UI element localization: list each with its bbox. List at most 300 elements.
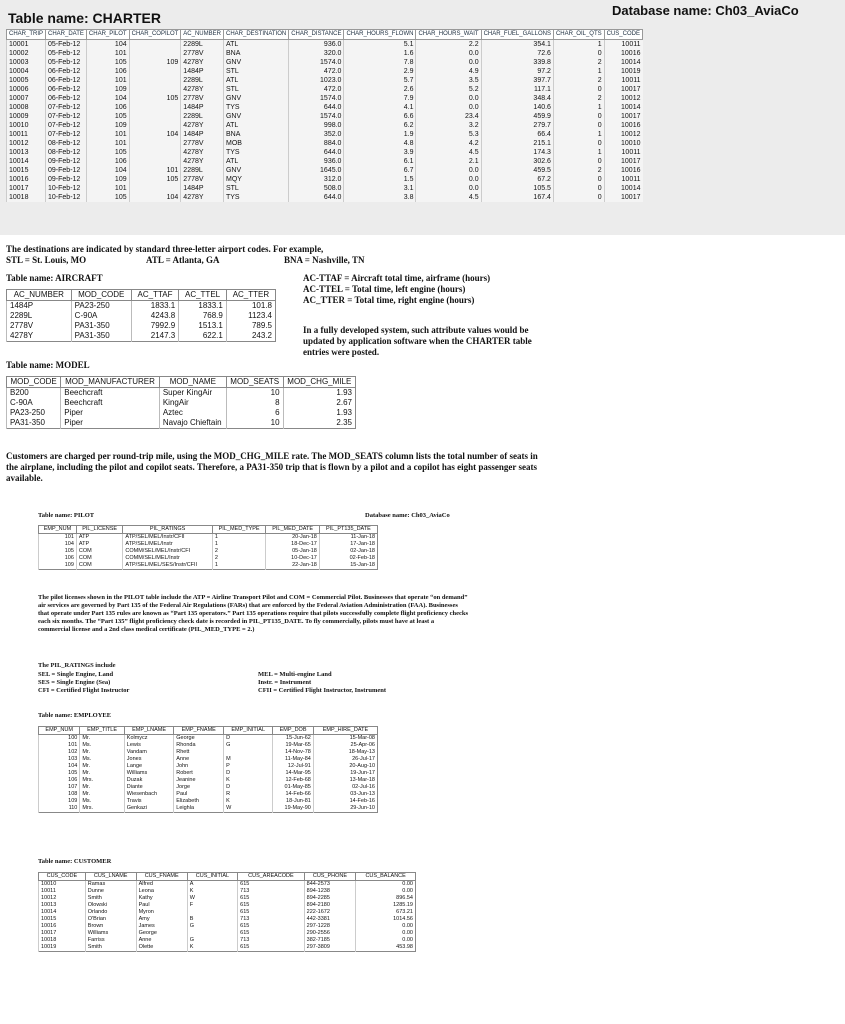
table-row [7, 311, 276, 321]
table-cell: Mr. [80, 763, 124, 770]
table-cell: 615 [238, 881, 304, 889]
table-cell: 2289L [181, 166, 224, 175]
table-cell: 10003 [7, 58, 46, 67]
table-cell: Mr. [80, 770, 124, 777]
table-cell: 26-Jul-17 [313, 756, 377, 763]
table-cell: 1 [553, 67, 604, 76]
table-row [39, 735, 378, 743]
table-cell: 101 [39, 534, 77, 542]
col-header: EMP_NUM [39, 526, 77, 534]
table-cell: 107 [39, 784, 80, 791]
table-cell: Jeanine [174, 777, 224, 784]
table-cell: 1.5 [344, 175, 416, 184]
table-cell: ATL [223, 121, 288, 130]
table-cell: Super KingAir [159, 388, 226, 399]
table-cell: Ms. [80, 798, 124, 805]
table-cell: 5.1 [344, 40, 416, 50]
table-cell: 08-Feb-12 [46, 148, 87, 157]
table-row [39, 805, 378, 813]
table-cell: 10018 [7, 193, 46, 202]
col-header: CHAR_OIL_QTS [553, 30, 604, 40]
col-header: CHAR_DESTINATION [223, 30, 288, 40]
table-cell: 106 [39, 777, 80, 784]
table-cell: 1833.1 [179, 301, 227, 312]
table-cell: 1574.0 [289, 94, 344, 103]
table-cell: 0.0 [416, 49, 481, 58]
table-cell: 2.9 [344, 67, 416, 76]
table-cell: 109 [129, 58, 181, 67]
table-cell [129, 40, 181, 50]
table-cell: 02-Feb-18 [319, 555, 377, 562]
table-cell: 10017 [7, 184, 46, 193]
table-cell: 382-7185 [304, 937, 356, 944]
col-header: PIL_PT135_DATE [319, 526, 377, 534]
table-cell: 10014 [604, 184, 642, 193]
table-cell: 1 [212, 541, 266, 548]
col-header: AC_TTAF [131, 290, 178, 301]
col-header: CUS_CODE [39, 873, 86, 881]
table-cell: 4278Y [181, 157, 224, 166]
table-cell: 10-Feb-12 [46, 184, 87, 193]
table-row [7, 175, 643, 184]
table-cell: 1645.0 [289, 166, 344, 175]
table-row [39, 937, 416, 944]
table-cell: 10010 [7, 121, 46, 130]
model-note: Customers are charged per round-trip mile, using the MOD_CHG_MILE rate. The MOD_SEATS column lists the total number of seats in the airplane, including the pilot and copilot seats. Therefore, a PA31-350 trip that is flown by a pilot and a copilot has eight passenger seats available. [6, 451, 538, 483]
table-cell: 0 [553, 184, 604, 193]
table-cell: 10017 [604, 193, 642, 202]
table-cell: 105 [129, 175, 181, 184]
pilot-table [38, 525, 378, 570]
table-cell: 1.9 [344, 130, 416, 139]
table-cell: COM [76, 562, 122, 570]
table-cell: 10012 [39, 895, 86, 902]
table-cell: 167.4 [481, 193, 553, 202]
rating-cfi: CFI = Certified Flight Instructor [38, 687, 130, 694]
employee-title: Table name: EMPLOYEE [38, 712, 112, 719]
table-cell: BNA [223, 49, 288, 58]
aircraft-table [6, 289, 276, 342]
table-cell: 6.2 [344, 121, 416, 130]
table-cell [129, 121, 181, 130]
table-row [39, 784, 378, 791]
table-cell: PA31-350 [7, 418, 61, 429]
table-cell [129, 112, 181, 121]
table-cell: Lewis [124, 742, 174, 749]
table-cell: 4278Y [181, 85, 224, 94]
table-cell: 1023.0 [289, 76, 344, 85]
table-cell: 7992.9 [131, 321, 178, 331]
table-cell: Vandam [124, 749, 174, 756]
table-cell: Beechcraft [61, 398, 160, 408]
table-cell: 14-Feb-66 [273, 791, 314, 798]
table-cell: 0 [553, 112, 604, 121]
table-cell: 615 [238, 902, 304, 909]
table-cell: 1574.0 [289, 112, 344, 121]
table-row [39, 791, 378, 798]
table-cell: Robert [174, 770, 224, 777]
table-cell: TYS [223, 193, 288, 202]
table-cell: 7.9 [344, 94, 416, 103]
rating-ses: SES = Single Engine (Sea) [38, 679, 111, 686]
table-cell: 10011 [7, 130, 46, 139]
table-cell: Mrs. [80, 805, 124, 813]
table-cell: 4278Y [181, 58, 224, 67]
col-header: MOD_CHG_MILE [283, 377, 355, 388]
col-header: EMP_LNAME [124, 727, 174, 735]
table-cell: 10017 [604, 112, 642, 121]
table-cell: MOB [223, 139, 288, 148]
table-cell: 10013 [7, 148, 46, 157]
table-cell [129, 139, 181, 148]
table-cell: 4.9 [416, 67, 481, 76]
table-cell: 07-Feb-12 [46, 130, 87, 139]
pilot-db-title: Database name: Ch03_AviaCo [365, 512, 450, 519]
table-cell: 644.0 [289, 148, 344, 157]
table-cell: 67.2 [481, 175, 553, 184]
table-cell: 15-Mar-08 [313, 735, 377, 743]
table-cell: ATP/SEL/MEL/SES/Instr/CFII [123, 562, 212, 570]
table-cell: 10014 [604, 58, 642, 67]
table-cell: 10001 [7, 40, 46, 50]
table-cell: 998.0 [289, 121, 344, 130]
col-header: MOD_CODE [71, 290, 131, 301]
col-header: PIL_MED_TYPE [212, 526, 266, 534]
table-cell: 297-3809 [304, 944, 356, 952]
table-row [7, 301, 276, 312]
table-cell: Farriss [85, 937, 136, 944]
table-cell [129, 67, 181, 76]
table-row [39, 555, 378, 562]
table-cell: 10017 [604, 85, 642, 94]
table-cell: 4.5 [416, 193, 481, 202]
table-cell: 615 [238, 923, 304, 930]
table-cell: 01-May-85 [273, 784, 314, 791]
note-ttaf: AC-TTAF = Aircraft total time, airframe (hours) [303, 273, 491, 283]
table-cell: ATP [76, 534, 122, 542]
table-cell: Rhett [174, 749, 224, 756]
table-cell: Beechcraft [61, 388, 160, 399]
table-cell: 1833.1 [131, 301, 178, 312]
table-cell: Smith [85, 895, 136, 902]
rating-sel: SEL = Single Engine, Land [38, 671, 114, 678]
table-cell: 06-Feb-12 [46, 94, 87, 103]
table-cell: 453.98 [356, 944, 416, 952]
table-cell: 0 [553, 85, 604, 94]
table-row [7, 331, 276, 342]
table-cell: Rhonda [174, 742, 224, 749]
aircraft-notes [303, 273, 543, 306]
table-cell: 15-Jun-62 [273, 735, 314, 743]
destination-bna: BNA = Nashville, TN [284, 255, 365, 265]
table-cell: BNA [223, 130, 288, 139]
table-cell: C-90A [7, 398, 61, 408]
table-cell: 106 [86, 103, 129, 112]
table-cell: 10002 [7, 49, 46, 58]
table-cell: 10015 [39, 916, 86, 923]
table-cell: PA31-350 [71, 321, 131, 331]
table-cell: 789.5 [226, 321, 275, 331]
table-cell: M [224, 756, 273, 763]
table-cell: 4278Y [7, 331, 72, 342]
table-cell: George [136, 930, 187, 937]
table-cell: 10019 [604, 67, 642, 76]
table-cell: Genkazi [124, 805, 174, 813]
table-cell [224, 749, 273, 756]
col-header: EMP_HIRE_DATE [313, 727, 377, 735]
table-cell: 05-Feb-12 [46, 58, 87, 67]
table-cell: 13-Mar-18 [313, 777, 377, 784]
table-row [39, 777, 378, 784]
table-cell: F [187, 902, 237, 909]
table-cell: 1484P [7, 301, 72, 312]
table-cell: 02-Jul-16 [313, 784, 377, 791]
table-cell: 459.9 [481, 112, 553, 121]
table-cell: 03-Jun-13 [313, 791, 377, 798]
table-cell: 09-Feb-12 [46, 166, 87, 175]
pilot-title: Table name: PILOT [38, 512, 95, 519]
table-cell: 5.2 [416, 85, 481, 94]
table-row [39, 742, 378, 749]
table-cell: 6.7 [344, 166, 416, 175]
table-cell: 3.1 [344, 184, 416, 193]
table-cell: 102 [39, 749, 80, 756]
table-cell: Ramas [85, 881, 136, 889]
table-row [7, 85, 643, 94]
table-cell: 14-Mar-95 [273, 770, 314, 777]
table-cell: 10005 [7, 76, 46, 85]
table-cell: 222-1672 [304, 909, 356, 916]
table-cell: Navajo Chieftain [159, 418, 226, 429]
table-cell: 0 [553, 121, 604, 130]
table-cell: 1513.1 [179, 321, 227, 331]
table-cell: 615 [238, 895, 304, 902]
table-cell: 108 [39, 791, 80, 798]
table-cell: GNV [223, 58, 288, 67]
table-cell: 894-1238 [304, 888, 356, 895]
table-cell: 105 [39, 548, 77, 555]
table-cell: 10006 [7, 85, 46, 94]
table-row [7, 166, 643, 175]
table-cell: 100 [39, 735, 80, 743]
pilot-note: The pilot licenses shown in the PILOT table include the ATP = Airline Transport Pilot and COM = Commercial Pilot. Businesses that operate “on demand” air services are governed by Part 135 of the Federal Air Regulations (FARs) that are enforced by the Federal Aviation Administration (FAA). Businesses that operate under Part 135 rules are known as “Part 135 operators.” Part 135 operations require that pilots successfully complete flight proficiency checks each six months. The “Part 135” flight proficiency check date is recorded in PIL_PT135_DATE. To fly commercially, pilots must have at least a commercial license and a 2nd class medical certificate (PIL_MED_TYPE = 2.) [38, 594, 468, 633]
table-cell: 354.1 [481, 40, 553, 50]
table-cell: 109 [39, 562, 77, 570]
charter-table [6, 29, 643, 202]
table-cell [129, 184, 181, 193]
table-cell: 8 [226, 398, 283, 408]
table-cell [129, 76, 181, 85]
table-cell: GNV [223, 166, 288, 175]
table-cell: 06-Feb-12 [46, 76, 87, 85]
table-cell: 1 [553, 130, 604, 139]
table-cell: 109 [86, 121, 129, 130]
table-cell: 12-Jul-91 [273, 763, 314, 770]
table-cell: 05-Feb-12 [46, 49, 87, 58]
table-cell [129, 49, 181, 58]
table-cell: 302.6 [481, 157, 553, 166]
table-cell: D [224, 735, 273, 743]
table-cell: W [224, 805, 273, 813]
table-cell: 103 [39, 756, 80, 763]
table-cell: 09-Feb-12 [46, 157, 87, 166]
table-row [39, 798, 378, 805]
table-row [7, 121, 643, 130]
table-cell: 3.5 [416, 76, 481, 85]
table-cell: 105 [129, 94, 181, 103]
table-cell: 25-Apr-06 [313, 742, 377, 749]
table-cell: 10012 [7, 139, 46, 148]
table-cell: P [224, 763, 273, 770]
col-header: CUS_CODE [604, 30, 642, 40]
table-cell: 215.1 [481, 139, 553, 148]
table-cell: 104 [86, 40, 129, 50]
table-cell: 5.7 [344, 76, 416, 85]
table-cell: 10009 [7, 112, 46, 121]
col-header: AC_TTEL [179, 290, 227, 301]
table-cell: K [224, 798, 273, 805]
table-cell: 106 [39, 555, 77, 562]
table-cell: 0 [553, 157, 604, 166]
table-cell: 1484P [181, 130, 224, 139]
table-cell: Anne [174, 756, 224, 763]
table-cell: G [224, 742, 273, 749]
table-cell: 106 [86, 157, 129, 166]
table-cell: 29-Jun-10 [313, 805, 377, 813]
table-row [7, 321, 276, 331]
table-cell: 4.8 [344, 139, 416, 148]
col-header: AC_NUMBER [7, 290, 72, 301]
destination-line-1: The destinations are indicated by standard three-letter airport codes. For example, [6, 244, 324, 254]
table-cell: 104 [39, 763, 80, 770]
table-cell: 0 [553, 49, 604, 58]
table-cell: 10 [226, 418, 283, 429]
table-cell: Mr. [80, 784, 124, 791]
table-cell: 1014.56 [356, 916, 416, 923]
col-header: CUS_BALANCE [356, 873, 416, 881]
table-cell: KingAir [159, 398, 226, 408]
table-cell [129, 157, 181, 166]
table-cell: 07-Feb-12 [46, 112, 87, 121]
table-cell: 1 [553, 103, 604, 112]
table-cell: 1484P [181, 103, 224, 112]
table-row [39, 749, 378, 756]
col-header: EMP_INITIAL [224, 727, 273, 735]
col-header: CUS_INITIAL [187, 873, 237, 881]
note-tter: AC_TTER = Total time, right engine (hours) [303, 295, 475, 305]
ratings-left [38, 671, 129, 695]
table-cell: 23.4 [416, 112, 481, 121]
table-cell: 312.0 [289, 175, 344, 184]
table-cell: Kathy [136, 895, 187, 902]
table-cell: 2 [212, 555, 266, 562]
table-cell: 936.0 [289, 157, 344, 166]
aircraft-title: Table name: AIRCRAFT [6, 273, 103, 283]
table-cell: 243.2 [226, 331, 275, 342]
destination-stl: STL = St. Louis, MO [6, 255, 87, 265]
table-cell: 1285.19 [356, 902, 416, 909]
table-cell: 2 [553, 166, 604, 175]
table-cell: B [187, 916, 237, 923]
table-cell: 644.0 [289, 193, 344, 202]
rating-mel: MEL = Multi-engine Land [258, 671, 332, 678]
table-cell: 1.93 [283, 388, 355, 399]
table-cell: 352.0 [289, 130, 344, 139]
table-cell: 14-Feb-16 [313, 798, 377, 805]
table-cell: 397.7 [481, 76, 553, 85]
table-cell: 10019 [39, 944, 86, 952]
table-cell: Myron [136, 909, 187, 916]
table-cell: 2778V [181, 175, 224, 184]
table-cell: Mr. [80, 735, 124, 743]
col-header: EMP_DOB [273, 727, 314, 735]
table-cell: 290-2556 [304, 930, 356, 937]
table-cell: 08-Feb-12 [46, 139, 87, 148]
table-row [39, 923, 416, 930]
database-title: Database name: Ch03_AviaCo [612, 3, 799, 18]
table-cell: 2 [553, 58, 604, 67]
table-cell: 07-Feb-12 [46, 103, 87, 112]
table-cell: TYS [223, 148, 288, 157]
col-header: MOD_SEATS [226, 377, 283, 388]
table-cell: 10012 [604, 130, 642, 139]
employee-table [38, 726, 378, 813]
table-row [7, 184, 643, 193]
table-cell: 2 [212, 548, 266, 555]
table-cell: 1 [553, 148, 604, 157]
col-header: EMP_TITLE [80, 727, 124, 735]
table-cell: 5.3 [416, 130, 481, 139]
table-cell: 101 [86, 130, 129, 139]
table-cell: 109 [86, 175, 129, 184]
table-cell: PA23-250 [7, 408, 61, 418]
table-cell: 20-Jan-18 [266, 534, 319, 542]
table-cell: 104 [39, 541, 77, 548]
table-cell: 18-Dec-17 [266, 541, 319, 548]
table-cell: O'Brian [85, 916, 136, 923]
table-cell: ATP [76, 541, 122, 548]
table-cell: 2289L [181, 40, 224, 50]
table-cell: 4.5 [416, 148, 481, 157]
model-table [6, 376, 356, 429]
table-cell: 472.0 [289, 67, 344, 76]
table-cell: 713 [238, 888, 304, 895]
table-cell: B200 [7, 388, 61, 399]
table-row [7, 67, 643, 76]
table-cell: D [224, 770, 273, 777]
table-cell: Aztec [159, 408, 226, 418]
table-row [7, 157, 643, 166]
table-cell: GNV [223, 112, 288, 121]
table-cell: Travis [124, 798, 174, 805]
table-cell: 442-3381 [304, 916, 356, 923]
table-cell: 4278Y [181, 121, 224, 130]
table-cell: 4278Y [181, 148, 224, 157]
table-cell: 117.1 [481, 85, 553, 94]
table-cell: 10017 [604, 157, 642, 166]
table-cell: 10014 [7, 157, 46, 166]
table-row [7, 103, 643, 112]
table-cell: 66.4 [481, 130, 553, 139]
table-cell: Leighla [174, 805, 224, 813]
table-cell: Piper [61, 418, 160, 429]
table-cell: 72.6 [481, 49, 553, 58]
table-cell: 10012 [604, 94, 642, 103]
table-cell: 4278Y [181, 193, 224, 202]
table-cell: 4.2 [416, 139, 481, 148]
table-cell: 0.0 [416, 94, 481, 103]
col-header: CUS_PHONE [304, 873, 356, 881]
